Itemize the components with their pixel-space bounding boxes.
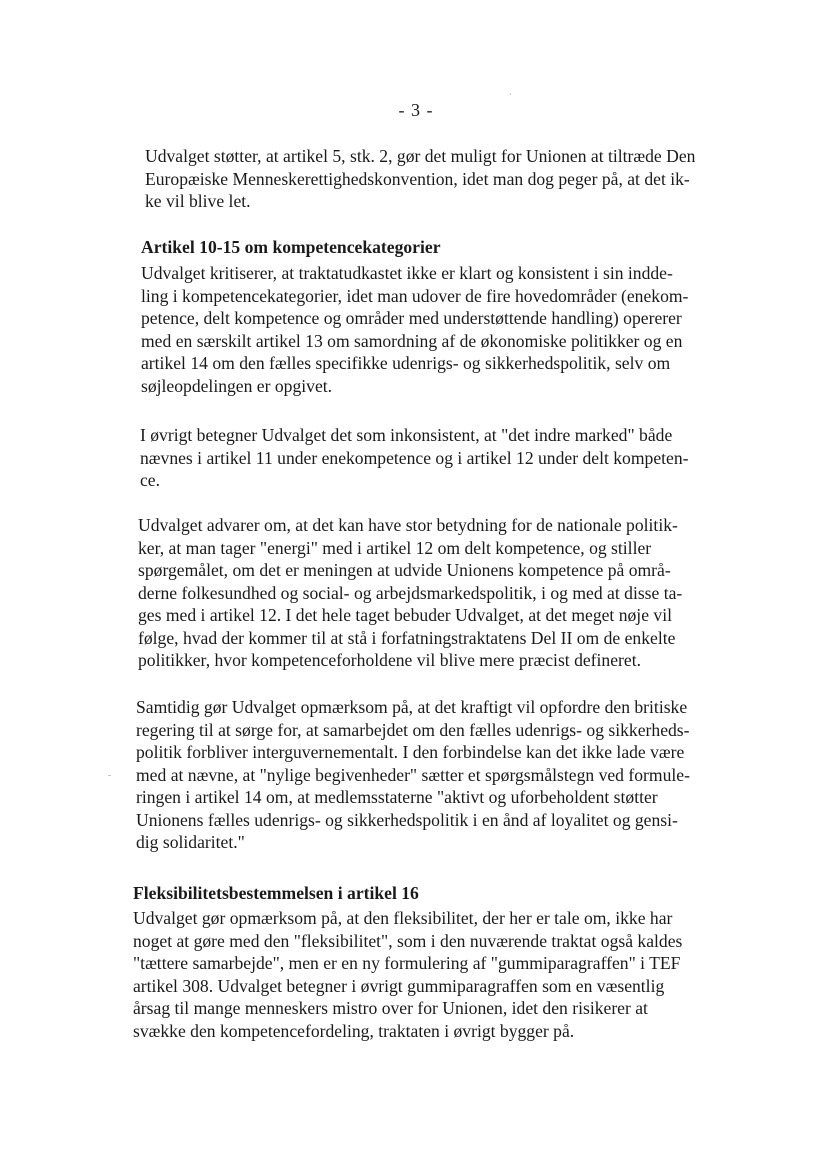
paragraph-line: søjleopdelingen er opgivet. [141, 375, 333, 396]
paragraph-2 [141, 262, 688, 397]
paragraph-line: ringen i artikel 14 om, at medlemsstaterne "aktivt og uforbeholdent støtter [136, 787, 658, 807]
paragraph-line: Europæiske Menneskerettighedskonvention, idet man dog peger på, at det ik- [145, 168, 690, 189]
paragraph-line: svække den kompetencefordeling, traktaten i øvrigt bygger på. [133, 1020, 575, 1041]
section-heading-flexibility: Fleksibilitetsbestemmelsen i artikel 16 [133, 883, 419, 903]
paragraph-line: Udvalget kritiserer, at traktatudkastet ikke er klart og konsistent i sin indde- [141, 263, 673, 283]
paragraph-line: derne folkesundhed og social- og arbejdsmarkedspolitik, i og med at disse ta- [138, 582, 683, 603]
section-heading-competence: Artikel 10-15 om kompetencekategorier [141, 237, 441, 257]
paragraph-line: ges med i artikel 12. I det hele taget bebuder Udvalget, at det meget nøje vil [138, 605, 672, 625]
paragraph-1 [145, 145, 695, 213]
paragraph-line: ce. [140, 470, 161, 490]
scan-speck [108, 775, 111, 776]
scan-speck [510, 93, 511, 95]
paragraph-4 [138, 514, 682, 672]
paragraph-line: I øvrigt betegner Udvalget det som inkonsistent, at "det indre marked" både [140, 425, 673, 445]
paragraph-line: regering til at sørge for, at samarbejdet om den fælles udenrigs- og sikkerheds- [136, 719, 690, 740]
paragraph-line: følge, hvad der kommer til at stå i forfatningstraktatens Del II om de enkelte [138, 627, 676, 648]
paragraph-line: "tættere samarbejde", men er en ny formulering af "gummiparagraffen" i TEF [133, 953, 681, 973]
paragraph-line: nævnes i artikel 11 under enekompetence og i artikel 12 under delt kompeten- [140, 447, 689, 468]
paragraph-line: Udvalget gør opmærksom på, at den fleksibilitet, der her er tale om, ikke har [133, 908, 673, 928]
paragraph-line: årsag til mange menneskers mistro over for Unionen, idet den risikerer at [133, 998, 648, 1018]
paragraph-5 [136, 696, 690, 854]
paragraph-line: med en særskilt artikel 13 om samordning af de økonomiske politikker og en [141, 330, 683, 351]
paragraph-line: Udvalget støtter, at artikel 5, stk. 2, gør det muligt for Unionen at tiltræde Den [145, 146, 696, 166]
paragraph-line: ker, at man tager "energi" med i artikel 12 om delt kompetence, og stiller [138, 537, 652, 558]
paragraph-line: dig solidaritet." [136, 832, 245, 852]
paragraph-line: Samtidig gør Udvalget opmærksom på, at det kraftigt vil opfordre den britiske [136, 697, 688, 717]
paragraph-line: ling i kompetencekategorier, idet man udover de fire hovedområder (enekom- [141, 285, 689, 306]
page-number: - 3 - [398, 100, 434, 120]
paragraph-line: petence, delt kompetence og områder med understøttende handling) opererer [141, 308, 682, 328]
paragraph-line: med at nævne, at "nylige begivenheder" sætter et spørgsmålstegn ved formule- [136, 764, 690, 785]
paragraph-line: artikel 308. Udvalget betegner i øvrigt gummiparagraffen som en væsentlig [133, 975, 665, 996]
paragraph-line: ke vil blive let. [145, 191, 251, 211]
paragraph-line: politikker, hvor kompetenceforholdene vil blive mere præcist defineret. [138, 650, 641, 670]
paragraph-line: politik forbliver interguvernementalt. I den forbindelse kan det ikke lade være [136, 742, 685, 762]
paragraph-6 [133, 907, 682, 1042]
paragraph-line: Udvalget advarer om, at det kan have stor betydning for de nationale politik- [138, 515, 678, 535]
paragraph-line: artikel 14 om den fælles specifikke udenrigs- og sikkerhedspolitik, selv om [141, 353, 671, 373]
paragraph-line: spørgemålet, om det er meningen at udvide Unionens kompetence på områ- [138, 560, 671, 580]
paragraph-line: Unionens fælles udenrigs- og sikkerhedspolitik i en ånd af loyalitet og gensi- [136, 809, 678, 830]
paragraph-3 [140, 424, 689, 492]
paragraph-line: noget at gøre med den "fleksibilitet", som i den nuværende traktat også kaldes [133, 930, 683, 951]
